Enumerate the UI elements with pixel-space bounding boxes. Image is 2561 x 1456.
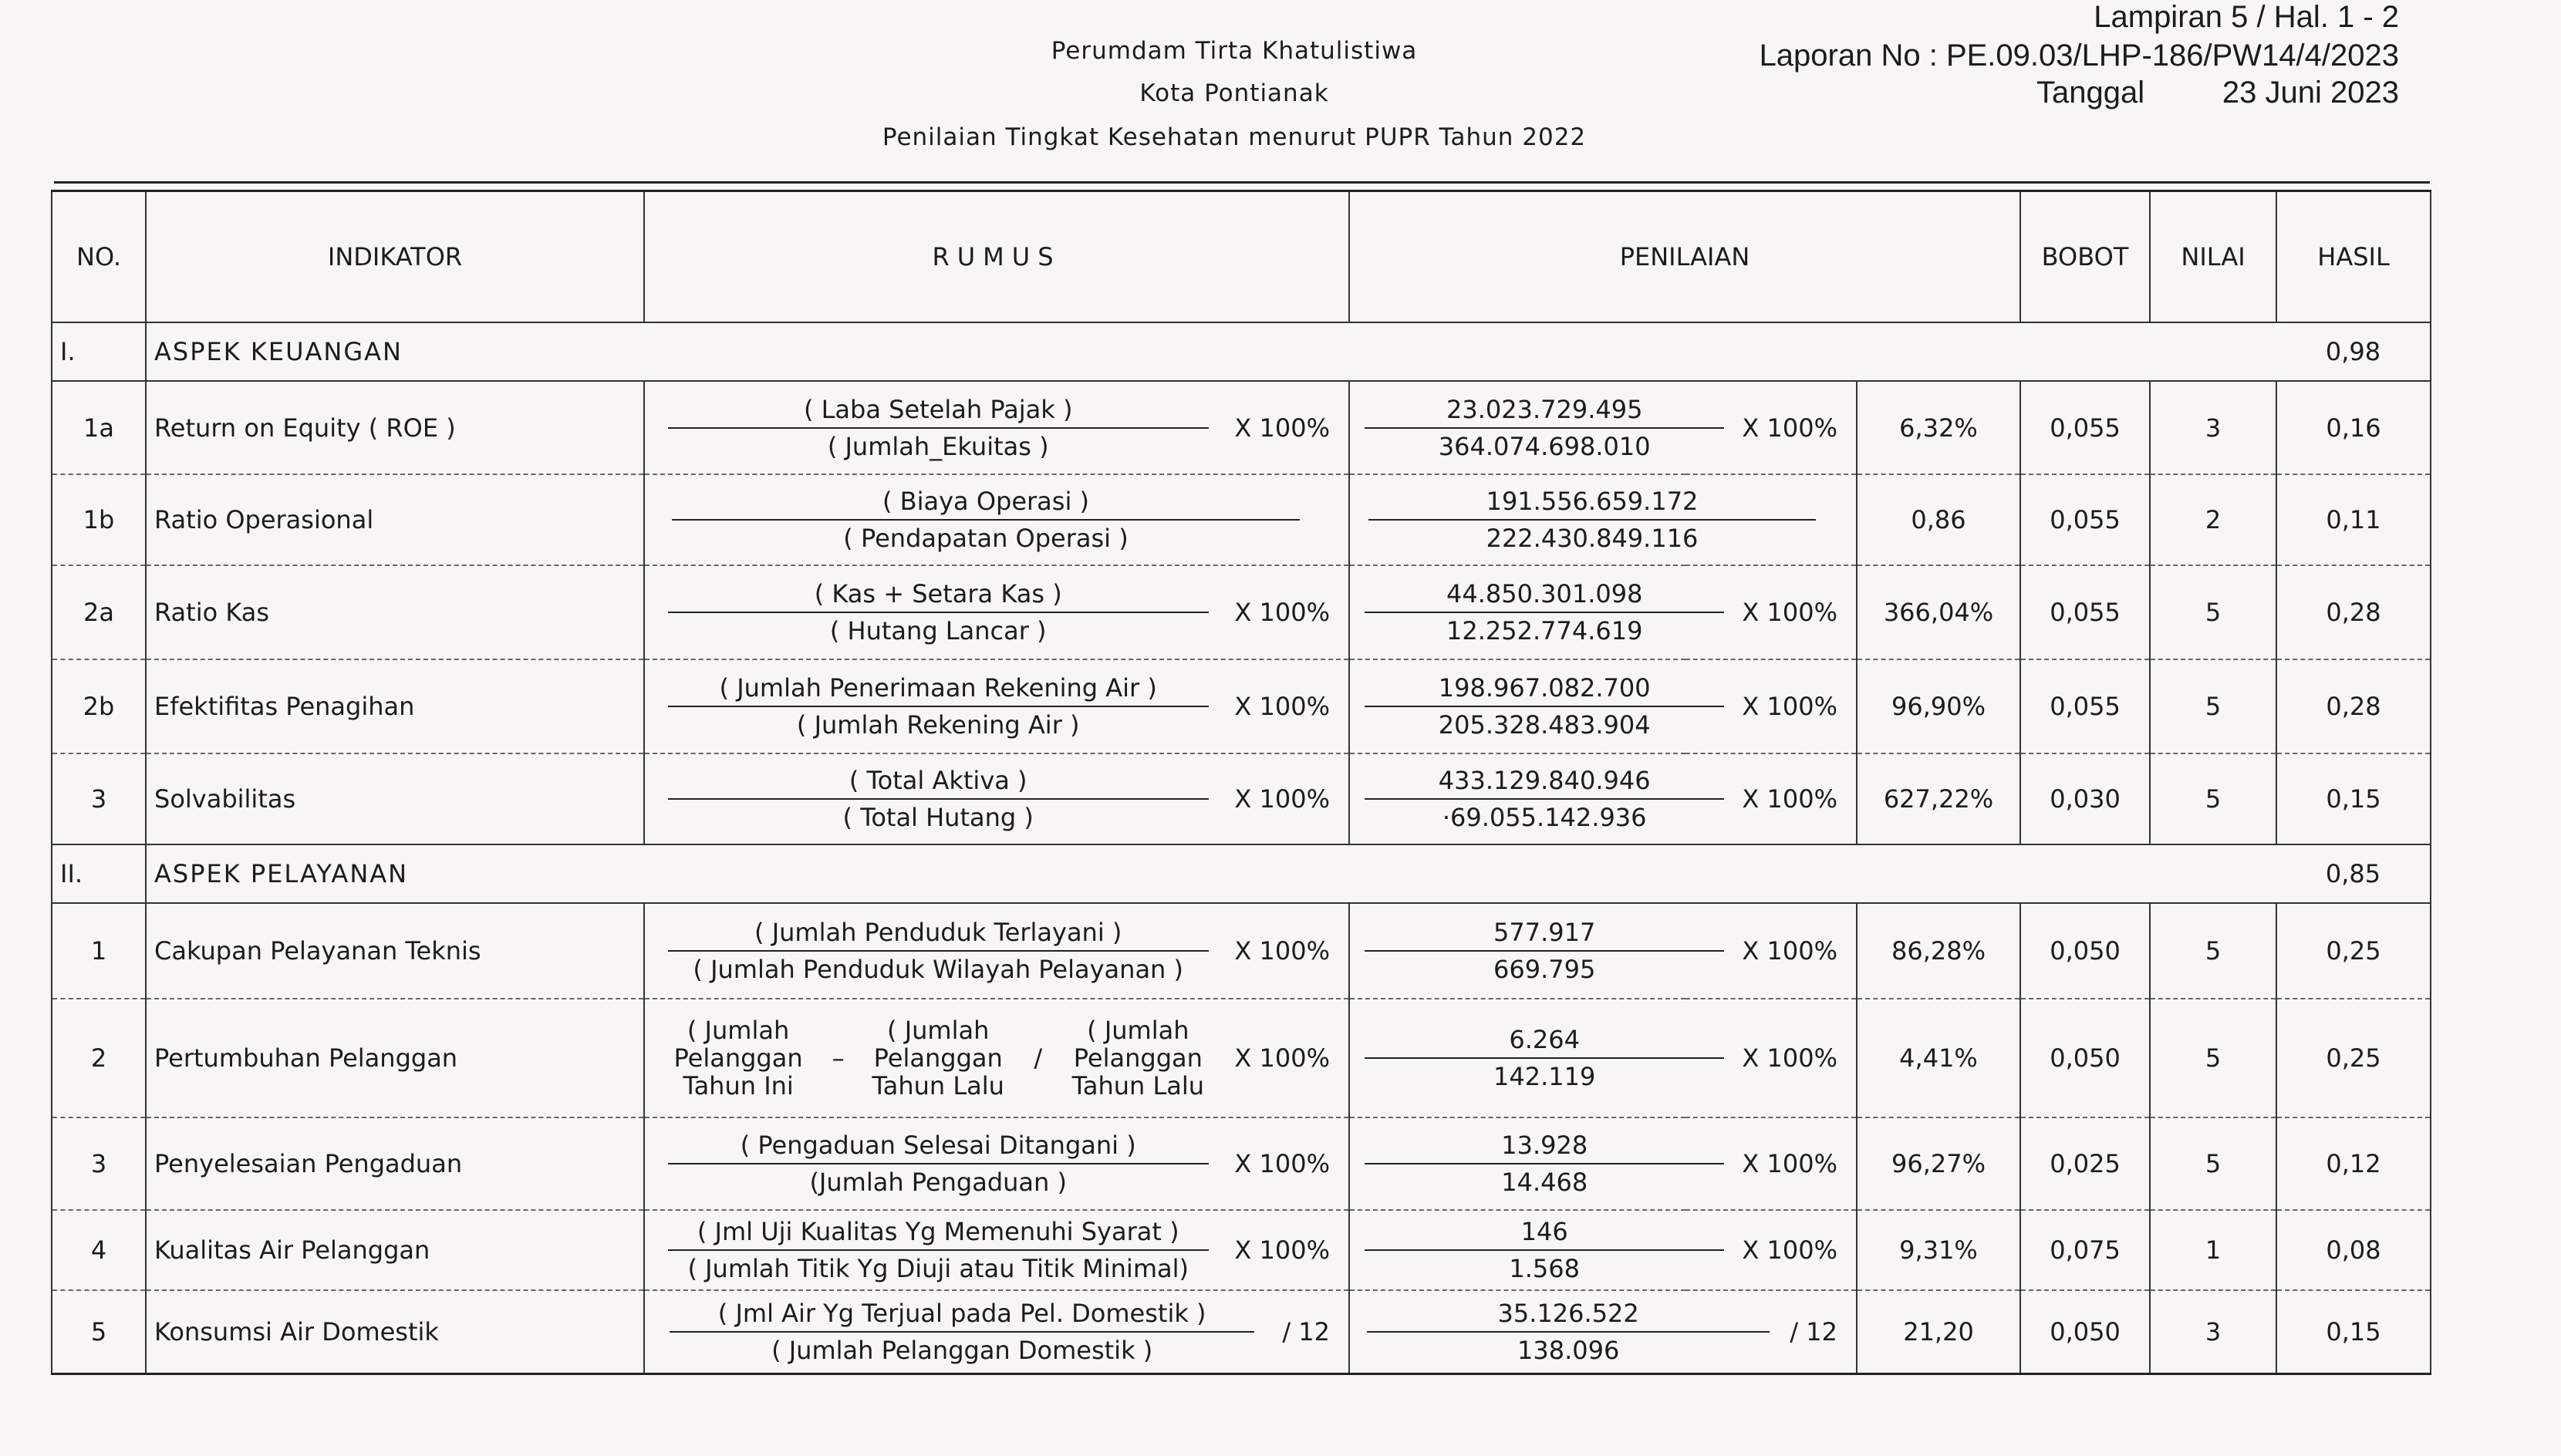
nilai-cell: 5: [2150, 753, 2276, 844]
value-denominator: 138.096: [1517, 1335, 1620, 1365]
bobot-cell: 0,050: [2020, 1290, 2150, 1373]
section-title: ASPEK KEUANGAN: [146, 322, 2276, 381]
persen-cell: 86,28%: [1857, 903, 2020, 999]
rumus-fraction: [653, 766, 1341, 832]
city-name: Kota Pontianak: [1139, 79, 1329, 107]
persen-cell: 0,86: [1857, 474, 2020, 565]
value-fraction-body: [1358, 918, 1731, 984]
rumus-fraction: [653, 918, 1341, 984]
indikator-cell: Efektifitas Penagihan: [146, 659, 644, 753]
value-fraction: [1358, 579, 1848, 645]
hasil-cell: 0,28: [2276, 659, 2431, 753]
persen-cell: 96,90%: [1857, 659, 2020, 753]
value-fraction-body: [1358, 395, 1731, 461]
value-numerator: 44.850.301.098: [1365, 579, 1724, 613]
bobot-cell: 0,050: [2020, 999, 2150, 1117]
hasil-cell: 0,25: [2276, 903, 2431, 999]
rumus-fraction: [653, 1299, 1341, 1365]
value-fraction: [1358, 487, 1848, 553]
penilaian-value-cell: [1349, 1117, 1857, 1210]
col-hasil: HASIL: [2276, 191, 2431, 323]
rumus-numerator: ( Jumlah Penduduk Terlayani ): [668, 918, 1209, 952]
nilai-cell: 3: [2150, 381, 2276, 474]
rumus-numerator: ( Jml Air Yg Terjual pada Pel. Domestik ): [670, 1299, 1254, 1333]
rumus-fraction: [653, 1217, 1341, 1283]
value-numerator: 35.126.522: [1367, 1299, 1770, 1333]
indikator-cell: Solvabilitas: [146, 753, 644, 844]
rumus-cell: [644, 565, 1349, 659]
value-denominator: 364.074.698.010: [1438, 431, 1651, 461]
hasil-cell: 0,15: [2276, 753, 2431, 844]
value-numerator: 13.928: [1365, 1131, 1724, 1164]
value-numerator: 198.967.082.700: [1365, 673, 1724, 707]
rumus-denominator: ( Hutang Lancar ): [829, 616, 1047, 645]
rumus-multiplier: / 12: [1282, 1316, 1330, 1346]
value-numerator: 433.129.840.946: [1365, 766, 1724, 800]
rumus-fraction-body: [653, 579, 1223, 645]
rumus-denominator: ( Jumlah_Ekuitas ): [827, 431, 1049, 461]
rumus-term-3: ( Jumlah Pelanggan Tahun Lalu: [1071, 1016, 1205, 1100]
indikator-cell: Return on Equity ( ROE ): [146, 381, 644, 474]
nilai-cell: 3: [2150, 1290, 2276, 1373]
rumus-multiplier: X 100%: [1234, 936, 1330, 966]
indikator-cell: Penyelesaian Pengaduan: [146, 1117, 644, 1210]
table-row: [52, 565, 2431, 659]
rumus-fraction: [653, 673, 1341, 740]
value-multiplier: X 100%: [1742, 1235, 1837, 1265]
rumus-denominator: ( Pendapatan Operasi ): [843, 524, 1129, 553]
value-denominator: 1.568: [1509, 1254, 1580, 1283]
value-fraction: [1358, 673, 1848, 740]
rumus-numerator: ( Jml Uji Kualitas Yg Memenuhi Syarat ): [668, 1217, 1209, 1251]
rumus-denominator: (Jumlah Pengaduan ): [809, 1168, 1067, 1197]
section-title: ASPEK PELAYANAN: [146, 844, 2276, 903]
indikator-cell: Cakupan Pelayanan Teknis: [146, 903, 644, 999]
section-number: II.: [52, 844, 146, 903]
bobot-cell: 0,075: [2020, 1210, 2150, 1290]
value-multiplier: / 12: [1790, 1316, 1837, 1346]
row-number: 2: [52, 999, 146, 1117]
table-row: [52, 381, 2431, 474]
hasil-cell: 0,16: [2276, 381, 2431, 474]
rumus-term-1: ( Jumlah Pelanggan Tahun Ini: [673, 1016, 803, 1100]
section-hasil: 0,98: [2276, 322, 2431, 381]
persen-cell: 21,20: [1857, 1290, 2020, 1373]
bobot-cell: 0,050: [2020, 903, 2150, 999]
rumus-denominator: ( Jumlah Titik Yg Diuji atau Titik Minimal): [687, 1254, 1189, 1283]
value-multiplier: X 100%: [1742, 1149, 1837, 1178]
bobot-cell: 0,030: [2020, 753, 2150, 844]
row-number: 1b: [52, 474, 146, 565]
value-numerator: 146: [1365, 1217, 1724, 1251]
bobot-cell: 0,025: [2020, 1117, 2150, 1210]
bobot-cell: 0,055: [2020, 659, 2150, 753]
rumus-fraction: [653, 1016, 1341, 1100]
persen-cell: 627,22%: [1857, 753, 2020, 844]
company-name: Perumdam Tirta Khatulistiwa: [1051, 37, 1418, 65]
penilaian-value-cell: [1349, 903, 1857, 999]
penilaian-value-cell: [1349, 1290, 1857, 1373]
rumus-cell: [644, 659, 1349, 753]
nilai-cell: 1: [2150, 1210, 2276, 1290]
header-row: [52, 191, 2431, 323]
nilai-cell: 5: [2150, 1117, 2276, 1210]
value-multiplier: X 100%: [1742, 936, 1837, 966]
value-denominator: 142.119: [1493, 1062, 1596, 1091]
value-fraction: [1358, 766, 1848, 832]
col-penilaian: PENILAIAN: [1349, 191, 2020, 323]
table-row: [52, 1210, 2431, 1290]
table-row: [52, 903, 2431, 999]
col-no: NO.: [52, 191, 146, 323]
section-row: [52, 844, 2431, 903]
rumus-denominator: ( Jumlah Rekening Air ): [796, 710, 1080, 740]
persen-cell: 4,41%: [1857, 999, 2020, 1117]
nilai-cell: 2: [2150, 474, 2276, 565]
tanggal-value: 23 Juni 2023: [2222, 76, 2399, 110]
table-row: [52, 753, 2431, 844]
rumus-denominator: ( Jumlah Penduduk Wilayah Pelayanan ): [693, 955, 1183, 984]
rumus-denominator: ( Total Hutang ): [842, 803, 1034, 832]
rumus-multiplier: X 100%: [1234, 413, 1330, 443]
row-number: 3: [52, 1117, 146, 1210]
rumus-fraction: [653, 395, 1341, 461]
rumus-fraction-body: [653, 395, 1223, 461]
laporan-number: Laporan No : PE.09.03/LHP-186/PW14/4/2023: [1759, 39, 2399, 72]
rumus-fraction: [653, 1131, 1341, 1197]
table-body: [52, 322, 2431, 1373]
value-denominator: 669.795: [1493, 955, 1596, 984]
penilaian-value-cell: [1349, 565, 1857, 659]
value-denominator: 12.252.774.619: [1446, 616, 1643, 645]
rumus-fraction-body: [653, 487, 1319, 553]
hasil-cell: 0,28: [2276, 565, 2431, 659]
rumus-numerator: ( Pengaduan Selesai Ditangani ): [668, 1131, 1209, 1164]
rumus-operator-2: /: [1034, 1043, 1043, 1073]
rumus-numerator: ( Biaya Operasi ): [672, 487, 1301, 521]
rumus-numerator: ( Total Aktiva ): [668, 766, 1209, 800]
rumus-multiplier: X 100%: [1234, 598, 1330, 627]
rumus-multiplier: X 100%: [1234, 784, 1330, 814]
table-row: [52, 659, 2431, 753]
persen-cell: 366,04%: [1857, 565, 2020, 659]
penilaian-value-cell: [1349, 999, 1857, 1117]
value-denominator: 222.430.849.116: [1486, 524, 1699, 553]
value-fraction-body: [1358, 766, 1731, 832]
table-row: [52, 999, 2431, 1117]
col-rumus: RUMUS: [644, 191, 1349, 323]
rumus-numerator: ( Laba Setelah Pajak ): [668, 395, 1209, 429]
value-numerator: 23.023.729.495: [1365, 395, 1724, 429]
value-fraction-body: [1358, 673, 1731, 740]
rumus-fraction-body: [653, 1217, 1223, 1283]
nilai-cell: 5: [2150, 565, 2276, 659]
rumus-term-2: ( Jumlah Pelanggan Tahun Lalu: [872, 1016, 1004, 1100]
value-fraction: [1358, 1025, 1848, 1091]
bobot-cell: 0,055: [2020, 565, 2150, 659]
nilai-cell: 5: [2150, 903, 2276, 999]
value-multiplier: X 100%: [1742, 598, 1837, 627]
rumus-numerator: ( Kas + Setara Kas ): [668, 579, 1209, 613]
col-nilai: NILAI: [2150, 191, 2276, 323]
rumus-multiplier: X 100%: [1234, 1043, 1330, 1073]
value-denominator: 205.328.483.904: [1438, 710, 1651, 740]
bobot-cell: 0,055: [2020, 474, 2150, 565]
rumus-fraction-body: [653, 1131, 1223, 1197]
value-fraction-body: [1358, 579, 1731, 645]
penilaian-value-cell: [1349, 474, 1857, 565]
row-number: 2b: [52, 659, 146, 753]
value-fraction-body: [1358, 487, 1827, 553]
table-row: [52, 1117, 2431, 1210]
nilai-cell: 5: [2150, 659, 2276, 753]
rumus-fraction-body: [653, 766, 1223, 832]
value-fraction-body: [1358, 1217, 1731, 1283]
value-multiplier: X 100%: [1742, 692, 1837, 721]
rumus-fraction-body: [653, 673, 1223, 740]
value-multiplier: X 100%: [1742, 413, 1837, 443]
hasil-cell: 0,25: [2276, 999, 2431, 1117]
rumus-numerator: ( Jumlah Penerimaan Rekening Air ): [668, 673, 1209, 707]
section-row: [52, 322, 2431, 381]
col-bobot: BOBOT: [2020, 191, 2150, 323]
value-numerator: 191.556.659.172: [1368, 487, 1815, 521]
row-number: 3: [52, 753, 146, 844]
hasil-cell: 0,15: [2276, 1290, 2431, 1373]
section-hasil: 0,85: [2276, 844, 2431, 903]
hasil-cell: 0,11: [2276, 474, 2431, 565]
row-number: 5: [52, 1290, 146, 1373]
hasil-cell: 0,08: [2276, 1210, 2431, 1290]
indikator-cell: Kualitas Air Pelanggan: [146, 1210, 644, 1290]
row-number: 1a: [52, 381, 146, 474]
section-number: I.: [52, 322, 146, 381]
penilaian-value-cell: [1349, 381, 1857, 474]
rumus-multiplier: X 100%: [1234, 692, 1330, 721]
persen-cell: 96,27%: [1857, 1117, 2020, 1210]
rumus-cell: [644, 1117, 1349, 1210]
rumus-operator-1: –: [832, 1043, 845, 1073]
value-fraction: [1358, 1131, 1848, 1197]
nilai-cell: 5: [2150, 999, 2276, 1117]
indikator-cell: Ratio Kas: [146, 565, 644, 659]
row-number: 1: [52, 903, 146, 999]
penilaian-value-cell: [1349, 659, 1857, 753]
rumus-cell: [644, 753, 1349, 844]
persen-cell: 6,32%: [1857, 381, 2020, 474]
value-fraction-body: [1358, 1025, 1731, 1091]
table-row: [52, 1290, 2431, 1373]
value-fraction-body: [1358, 1299, 1779, 1365]
rumus-cell: [644, 1210, 1349, 1290]
value-multiplier: X 100%: [1742, 784, 1837, 814]
value-fraction: [1358, 1299, 1848, 1365]
value-multiplier: X 100%: [1742, 1043, 1837, 1073]
penilaian-value-cell: [1349, 1210, 1857, 1290]
rumus-cell: [644, 1290, 1349, 1373]
value-numerator: 6.264: [1365, 1025, 1724, 1059]
col-indikator: INDIKATOR: [146, 191, 644, 323]
value-denominator: 14.468: [1501, 1168, 1588, 1197]
rumus-denominator: ( Jumlah Pelanggan Domestik ): [771, 1335, 1153, 1365]
rumus-cell: [644, 474, 1349, 565]
rumus-fraction-body: [653, 1299, 1271, 1365]
rumus-cell: [644, 999, 1349, 1117]
indikator-cell: Ratio Operasional: [146, 474, 644, 565]
rumus-fraction-body: [653, 918, 1223, 984]
row-number: 2a: [52, 565, 146, 659]
value-fraction: [1358, 395, 1848, 461]
value-numerator: 577.917: [1365, 918, 1724, 952]
table-row: [52, 474, 2431, 565]
rumus-cell: [644, 903, 1349, 999]
rumus-cell: [644, 381, 1349, 474]
penilaian-value-cell: [1349, 753, 1857, 844]
rumus-fraction: [653, 487, 1341, 553]
assessment-table: [51, 190, 2431, 1375]
lampiran-label: Lampiran 5 / Hal. 1 - 2: [2094, 0, 2399, 34]
bobot-cell: 0,055: [2020, 381, 2150, 474]
rumus-fraction: [653, 579, 1341, 645]
indikator-cell: Konsumsi Air Domestik: [146, 1290, 644, 1373]
persen-cell: 9,31%: [1857, 1210, 2020, 1290]
tanggal-label: Tanggal: [2036, 76, 2145, 110]
rumus-multiplier: X 100%: [1234, 1235, 1330, 1265]
value-fraction: [1358, 1217, 1848, 1283]
value-denominator: ·69.055.142.936: [1442, 803, 1647, 832]
indikator-cell: Pertumbuhan Pelanggan: [146, 999, 644, 1117]
rumus-multiplier: X 100%: [1234, 1149, 1330, 1178]
rumus-group: [653, 1016, 1223, 1100]
value-fraction: [1358, 918, 1848, 984]
value-fraction-body: [1358, 1131, 1731, 1197]
hasil-cell: 0,12: [2276, 1117, 2431, 1210]
report-title: Penilaian Tingkat Kesehatan menurut PUPR Tahun 2022: [882, 123, 1587, 151]
header-rule: [54, 181, 2430, 184]
row-number: 4: [52, 1210, 146, 1290]
